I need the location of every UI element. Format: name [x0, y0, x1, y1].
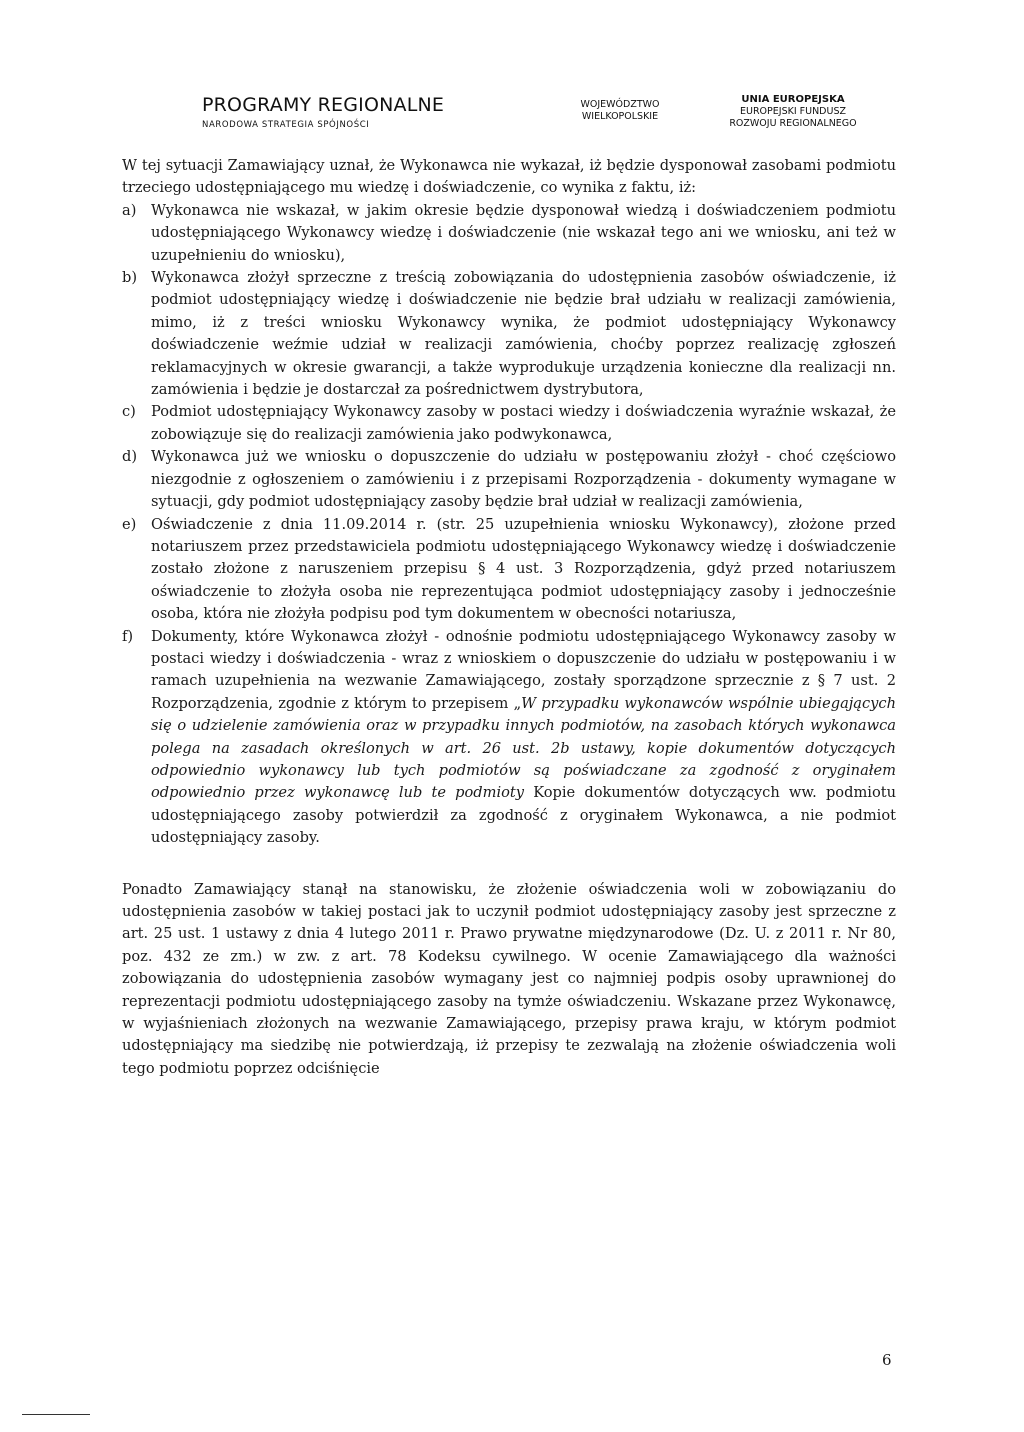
list-item-text: Wykonawca już we wniosku o dopuszczenie do udziału w postępowaniu złożył - choć częściowo niezgodnie z ogłoszeniem o zamówieniu i z przepisami Rozporządzenia - dokumenty wymagane w sytuacji, gdy podmiot udostępniający zasoby będzie brał udział w realizacji zamówienia, — [151, 448, 896, 511]
quoted-regulation: W przypadku wykonawców wspólnie ubiegających się o udzielenie zamówienia oraz w przypadku innych podmiotów, na zasobach których wykonawca polega na zasadach określonych w art. 26 ust. 2b ustawy, kopie dokumentów dotyczących odpowiednio wykonawcy lub tych podmiotów są poświadczane za zgodność z oryginałem odpowiednio przez wykonawcę lub te podmioty — [151, 694, 896, 802]
list-marker: f) — [122, 627, 134, 645]
programy-regionalne-logo: PROGRAMY REGIONALNE — [202, 94, 445, 116]
eu-logo — [728, 94, 858, 130]
eu-line-3: ROZWOJU REGIONALNEGO — [729, 118, 857, 129]
region-line-1: WOJEWÓDZTWO — [580, 99, 660, 110]
list-item — [122, 401, 896, 446]
list-item-text: Wykonawca złożył sprzeczne z treścią zobowiązania do udostępnienia zasobów oświadczenie, iż podmiot udostępniający wiedzę i doświadczenie nie będzie brał udziału w realizacji zamówienia, mimo, iż z treści wniosku Wykonawcy wynika, że podmiot udostępniający Wykonawcy doświadczenie weźmie udział w realizacji zamówienia, choćby poprzez realizację zgłoszeń reklamacyjnych w okresie gwarancji, a także wyprodukuje urządzenia konieczne dla realizacji nn. zamówienia i będzie je dostarczał za pośrednictwem dystrybutora, — [151, 269, 896, 399]
reasons-list — [122, 200, 896, 850]
list-item — [122, 200, 896, 267]
page-header — [0, 92, 1024, 140]
list-item — [122, 514, 896, 626]
list-item-text-after: Kopie dokumentów dotyczących ww. podmiotu udostępniającego zasoby potwierdził za zgodność z oryginałem Wykonawca, a nie podmiot udostępniający zasoby. — [151, 784, 896, 847]
region-line-2: WIELKOPOLSKIE — [581, 111, 659, 122]
list-item — [122, 267, 896, 401]
list-item — [122, 446, 896, 513]
list-item-text: Wykonawca nie wskazał, w jakim okresie będzie dysponował wiedzą i doświadczeniem podmiotu udostępniającego Wykonawcy wiedzę i doświadczenie (nie wskazał tego ani we wniosku, ani też w uzupełnieniu do wniosku), — [151, 201, 896, 264]
list-marker: c) — [122, 403, 136, 421]
list-item-text: Oświadczenie z dnia 11.09.2014 r. (str. 25 uzupełnienia wniosku Wykonawcy), złożone przed notariuszem przez przedstawiciela podmiotu udostępniającego Wykonawcy wiedzę i doświadczenie zostało złożone z naruszeniem przepisu § 4 ust. 3 Rozporządzenia, gdyż przed notariuszem oświadczenie to złożyła osoba nie reprezentująca podmiot udostępniający zasoby i jednocześnie osoba, która nie złożyła podpisu pod tym dokumentem w obecności notariusza, — [151, 515, 896, 623]
footnote-divider — [22, 1414, 90, 1415]
eu-line-1: UNIA EUROPEJSKA — [741, 94, 845, 105]
list-marker: e) — [122, 515, 137, 533]
logo-subtitle: NARODOWA STRATEGIA SPÓJNOŚCI — [202, 120, 370, 130]
page-number: 6 — [882, 1351, 892, 1369]
list-marker: a) — [122, 201, 137, 219]
eu-line-2: EUROPEJSKI FUNDUSZ — [740, 106, 846, 117]
region-logo — [570, 99, 670, 123]
intro-paragraph: W tej sytuacji Zamawiający uznał, że Wykonawca nie wykazał, iż będzie dysponował zasobami podmiotu trzeciego udostępniającego mu wiedzę i doświadczenie, co wynika z faktu, iż: — [122, 157, 896, 197]
second-paragraph: Ponadto Zamawiający stanął na stanowisku, że złożenie oświadczenia woli w zobowiązaniu do udostępnienia zasobów w takiej postaci jak to uczynił podmiot udostępniający zasoby jest sprzeczne z art. 25 ust. 1 ustawy z dnia 4 lutego 2011 r. Prawo prywatne międzynarodowe (Dz. U. z 2011 r. Nr 80, poz. 432 ze zm.) w zw. z art. 78 Kodeksu cywilnego. W ocenie Zamawiającego dla ważności zobowiązania do udostępnienia zasobów wymagany jest co najmniej podpis osoby uprawnionej do reprezentacji podmiotu udostępniającego zasoby na tymże oświadczeniu. Wskazane przez Wykonawcę, w wyjaśnieniach złożonych na wezwanie Zamawiającego, przepisy prawa kraju, w którym podmiot udostępniający ma siedzibę nie potwierdzają, iż przepisy te zezwalają na złożenie oświadczenia woli tego podmiotu poprzez odciśnięcie — [122, 880, 896, 1077]
list-marker: d) — [122, 448, 138, 466]
document-body — [122, 155, 896, 1080]
list-item-text-before: Dokumenty, które Wykonawca złożył - odnośnie podmiotu udostępniającego Wykonawcy zasoby w postaci wiedzy i doświadczenia - wraz z wnioskiem o dopuszczenie do udziału w postępowaniu i w ramach uzupełnienia na wezwanie Zamawiającego, zostały sporządzone sprzecznie z § 7 ust. 2 Rozporządzenia, zgodnie z którym to przepisem „ — [151, 627, 896, 712]
list-marker: b) — [122, 269, 138, 287]
list-item-text: Podmiot udostępniający Wykonawcy zasoby w postaci wiedzy i doświadczenia wyraźnie wskazał, że zobowiązuje się do realizacji zamówienia jako podwykonawca, — [151, 403, 896, 443]
list-item — [122, 626, 896, 850]
